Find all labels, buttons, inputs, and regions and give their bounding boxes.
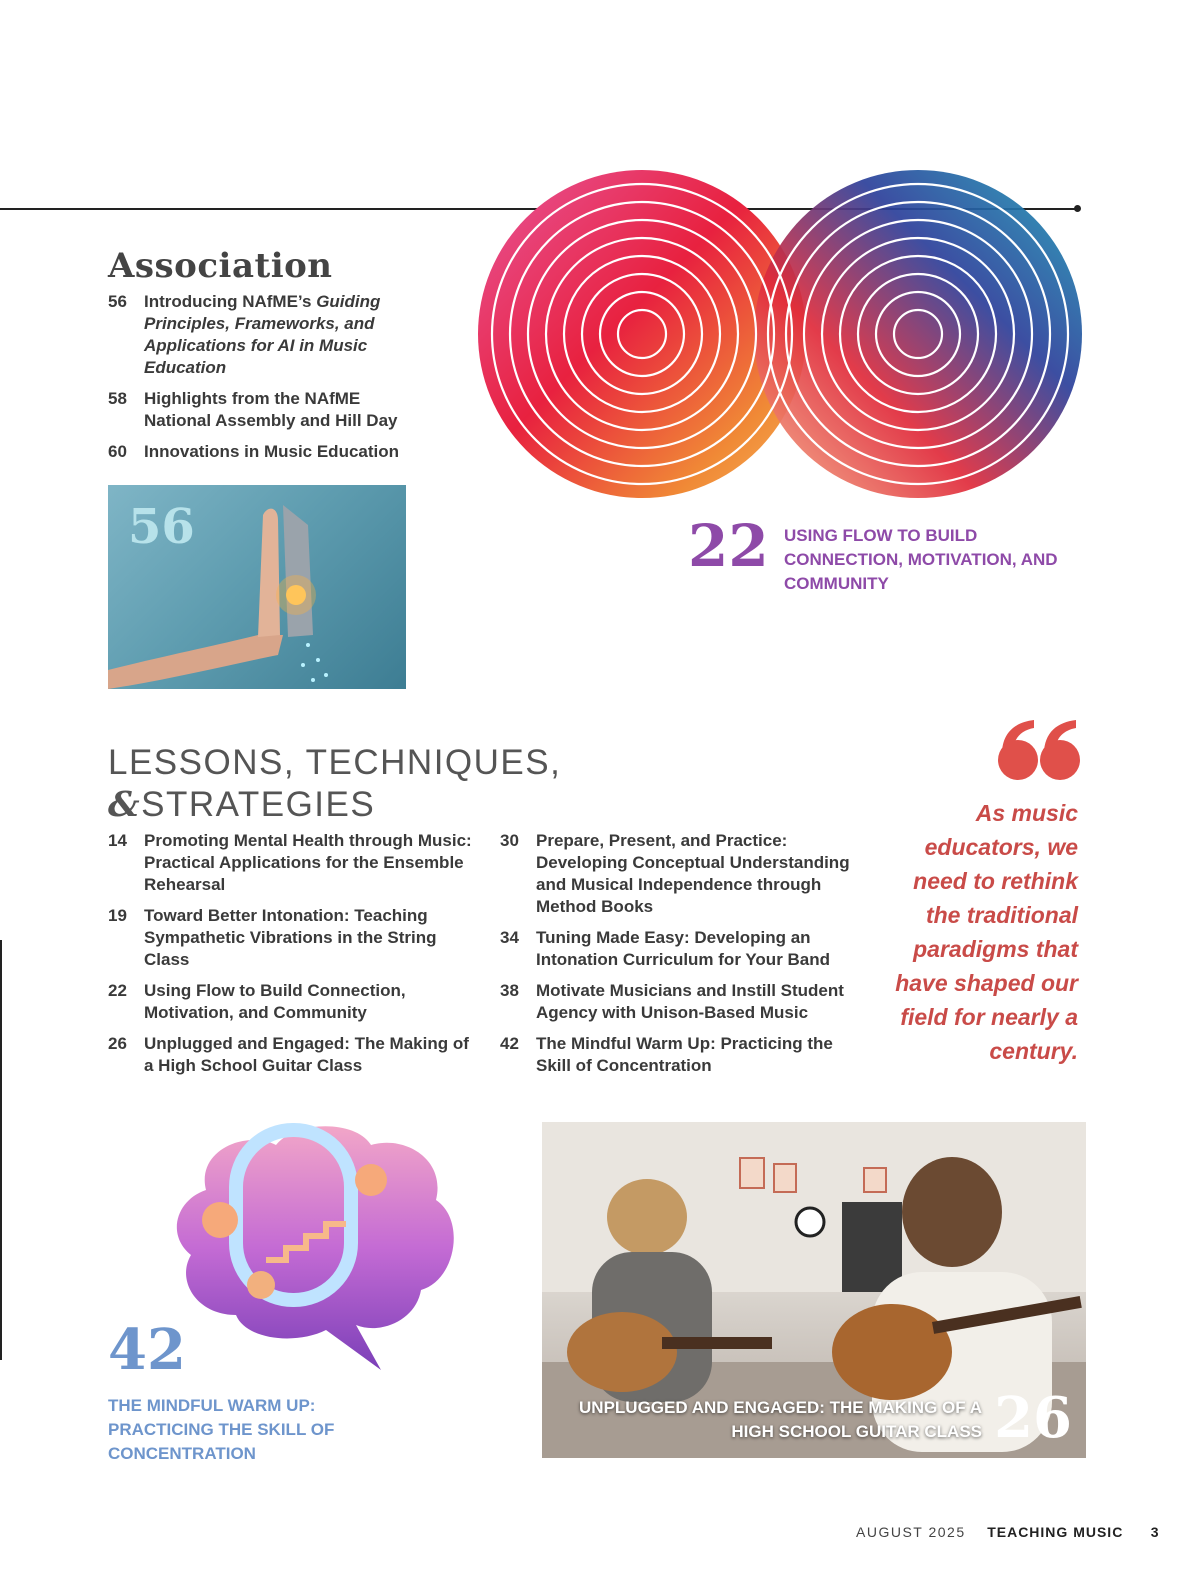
feature-number-26: 26 xyxy=(994,1385,1072,1451)
brain-illustration xyxy=(166,1120,460,1380)
infinity-illustration xyxy=(478,156,1082,512)
list-item[interactable]: 22 Using Flow to Build Connection, Motivation, and Community xyxy=(108,981,406,1022)
feature-number-22: 22 xyxy=(688,512,769,580)
ai-hand-photo[interactable] xyxy=(108,485,406,689)
lessons-heading: LESSONS, TECHNIQUES, &STRATEGIES xyxy=(108,743,562,825)
list-item[interactable]: 19 Toward Better Intonation: Teaching Sympathetic Vibrations in the String Class xyxy=(108,906,437,969)
page-edge-line xyxy=(0,940,2,1360)
list-item[interactable]: 58 Highlights from the NAfME National Assembly and Hill Day xyxy=(108,389,398,430)
feature-caption-26[interactable]: UNPLUGGED AND ENGAGED: THE MAKING OF A HIGH SCHOOL GUITAR CLASS xyxy=(579,1398,982,1441)
photo-number-56: 56 xyxy=(128,499,195,555)
magazine-name: TEACHING MUSIC xyxy=(987,1524,1124,1540)
feature-number-42: 42 xyxy=(108,1317,186,1383)
feature-caption-22[interactable]: USING FLOW TO BUILD CONNECTION, MOTIVATION, AND COMMUNITY xyxy=(784,526,1058,593)
list-item[interactable]: 26 Unplugged and Engaged: The Making of a High School Guitar Class xyxy=(108,1034,469,1075)
association-heading: Association xyxy=(108,246,333,286)
list-item[interactable]: 14 Promoting Mental Health through Music: Practical Applications for the Ensemble Rehearsal xyxy=(108,831,472,894)
list-item[interactable]: 42 The Mindful Warm Up: Practicing the Skill of Concentration xyxy=(500,1034,833,1075)
page-footer xyxy=(856,1524,1160,1540)
feature-caption-42[interactable]: THE MINDFUL WARM UP: PRACTICING THE SKILL OF CONCENTRATION xyxy=(108,1396,335,1463)
quote-icon xyxy=(996,718,1082,782)
association-list xyxy=(108,291,418,472)
list-item[interactable]: 30 Prepare, Present, and Practice: Developing Conceptual Understanding and Musical Independence through Method Books xyxy=(500,831,850,916)
list-item[interactable]: 60 Innovations in Music Education xyxy=(108,442,400,461)
lessons-list-col2 xyxy=(500,830,870,1086)
list-item[interactable]: 56 Introducing NAfME’s Guiding Principles, Frameworks, and Applications for AI in Music Education xyxy=(108,292,381,377)
list-item[interactable]: 34 Tuning Made Easy: Developing an Intonation Curriculum for Your Band xyxy=(500,928,831,969)
guitar-class-photo[interactable] xyxy=(542,1122,1086,1458)
page-number: 3 xyxy=(1150,1524,1160,1540)
list-item[interactable]: 38 Motivate Musicians and Instill Student Agency with Unison-Based Music xyxy=(500,981,844,1022)
lessons-list-col1 xyxy=(108,830,478,1086)
issue-date: AUGUST 2025 xyxy=(856,1524,966,1540)
pull-quote: As music educators, we need to rethink the traditional paradigms that have shaped our field for nearly a century. xyxy=(895,800,1078,1064)
